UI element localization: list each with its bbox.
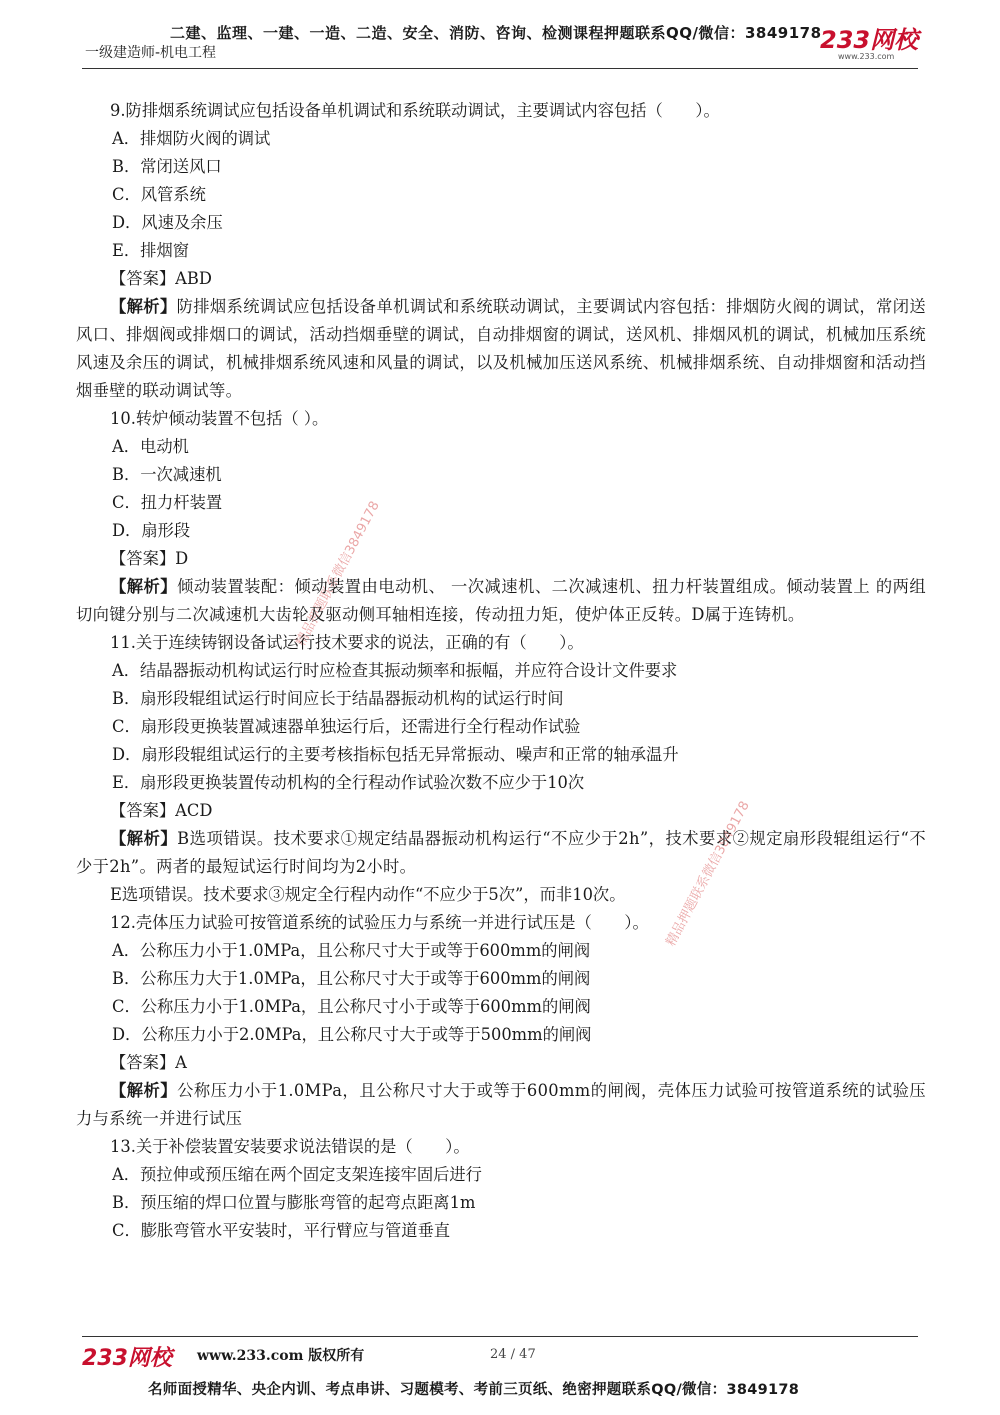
footer-copyright: www.233.com 版权所有 xyxy=(197,1348,365,1364)
option-e: E．排烟窗 xyxy=(112,241,190,260)
header-banner: 二建、监理、一建、一造、二造、安全、消防、咨询、检测课程押题联系QQ/微信：3849178 xyxy=(170,24,822,42)
analysis-10 xyxy=(76,573,926,629)
option-b: B．公称压力大于1.0MPa，且公称尺寸大于或等于600mm的闸阀 xyxy=(112,969,591,988)
option-c: C．扇形段更换装置减速器单独运行后，还需进行全行程动作试验 xyxy=(112,717,581,736)
option-b: B．一次减速机 xyxy=(112,465,222,484)
option-d: D．扇形段 xyxy=(112,521,191,540)
option-b: B．预压缩的焊口位置与膨胀弯管的起弯点距离1m xyxy=(112,1193,476,1212)
question-13: 13.关于补偿装置安装要求说法错误的是（ ）。 xyxy=(110,1137,470,1156)
header-divider xyxy=(82,68,918,69)
analysis-tag: 【解析】 xyxy=(110,577,178,596)
analysis-11 xyxy=(76,825,926,881)
page-number: 24 / 47 xyxy=(490,1347,536,1362)
brand-logo-url: www.233.com xyxy=(838,52,895,61)
option-c: C．风管系统 xyxy=(112,185,206,204)
option-a: A．电动机 xyxy=(112,437,189,456)
option-d: D．扇形段辊组试运行的主要考核指标包括无异常振动、噪声和正常的轴承温升 xyxy=(112,745,679,764)
option-e: E．扇形段更换装置传动机构的全行程动作试验次数不应少于10次 xyxy=(112,773,585,792)
document-subtitle: 一级建造师-机电工程 xyxy=(85,45,217,61)
analysis-text: 防排烟系统调试应包括设备单机调试和系统联动调试，主要调试内容包括：排烟防火阀的调试，常闭送风口、排烟阀或排烟口的调试，活动挡烟垂壁的调试，自动排烟窗的调试，送风机、排烟风机的调试，机械加压系统风速及余压的调试，机械排烟系统风速和风量的调试，以及机械加压送风系统、机械排烟系统、自动排烟窗和活动挡烟垂壁的联动调试等。 xyxy=(76,297,926,400)
option-b: B．常闭送风口 xyxy=(112,157,222,176)
option-a: A．预拉伸或预压缩在两个固定支架连接牢固后进行 xyxy=(112,1165,482,1184)
brand-logo-text: 233网校 xyxy=(820,26,919,54)
footer-promo: 名师面授精华、央企内训、考点串讲、习题模考、考前三页纸、绝密押题联系QQ/微信：3849178 xyxy=(148,1382,800,1398)
watermark: 精品押题联系微信3849178 xyxy=(293,498,383,649)
footer-divider xyxy=(82,1336,918,1337)
question-12: 12.壳体压力试验可按管道系统的试验压力与系统一并进行试压是（ ）。 xyxy=(110,913,649,932)
watermark: 精品押题联系微信3849178 xyxy=(663,798,753,949)
analysis-text: B选项错误。技术要求①规定结晶器振动机构运行“不应少于2h”，技术要求②规定扇形段辊组运行“不少于2h”。两者的最短试运行时间均为2小时。 xyxy=(76,829,926,876)
option-a: A．结晶器振动机构试运行时应检查其振动频率和振幅，并应符合设计文件要求 xyxy=(112,661,678,680)
document-body xyxy=(76,97,926,1245)
option-a: A．排烟防火阀的调试 xyxy=(112,129,271,148)
answer-10: 【答案】D xyxy=(110,549,189,568)
option-d: D．公称压力小于2.0MPa，且公称尺寸大于或等于500mm的闸阀 xyxy=(112,1025,592,1044)
analysis-tag: 【解析】 xyxy=(110,829,178,848)
analysis-12 xyxy=(76,1077,926,1133)
analysis-11-continued: E选项错误。技术要求③规定全行程内动作“不应少于5次”，而非10次。 xyxy=(110,885,626,904)
answer-11: 【答案】ACD xyxy=(110,801,213,820)
option-c: C．公称压力小于1.0MPa，且公称尺寸小于或等于600mm的闸阀 xyxy=(112,997,591,1016)
option-c: C．扭力杆装置 xyxy=(112,493,223,512)
answer-12: 【答案】A xyxy=(110,1053,187,1072)
question-11: 11.关于连续铸钢设备试运行技术要求的说法，正确的有（ ）。 xyxy=(110,633,584,652)
option-a: A．公称压力小于1.0MPa，且公称尺寸大于或等于600mm的闸阀 xyxy=(112,941,591,960)
analysis-tag: 【解析】 xyxy=(110,297,177,316)
option-b: B．扇形段辊组试运行时间应长于结晶器振动机构的试运行时间 xyxy=(112,689,564,708)
analysis-text: 倾动装置装配：倾动装置由电动机、 一次减速机、二次减速机、扭力杆装置组成。倾动装置上 的两组切向键分别与二次减速机大齿轮及驱动侧耳轴相连接，传动扭力矩，使炉体正反转。D属于连铸机。 xyxy=(76,577,926,624)
analysis-text: 公称压力小于1.0MPa，且公称尺寸大于或等于600mm的闸阀，壳体压力试验可按管道系统的试验压力与系统一并进行试压 xyxy=(76,1081,926,1128)
answer-9: 【答案】ABD xyxy=(110,269,212,288)
option-c: C．膨胀弯管水平安装时，平行臂应与管道垂直 xyxy=(112,1221,451,1240)
question-9: 9.防排烟系统调试应包括设备单机调试和系统联动调试，主要调试内容包括（ ）。 xyxy=(110,101,720,120)
option-d: D．风速及余压 xyxy=(112,213,223,232)
footer-brand-logo: 233网校 xyxy=(82,1346,172,1371)
question-10: 10.转炉倾动装置不包括（ ）。 xyxy=(110,409,329,428)
analysis-tag: 【解析】 xyxy=(110,1081,178,1100)
brand-logo xyxy=(820,28,930,64)
analysis-9 xyxy=(76,293,926,405)
